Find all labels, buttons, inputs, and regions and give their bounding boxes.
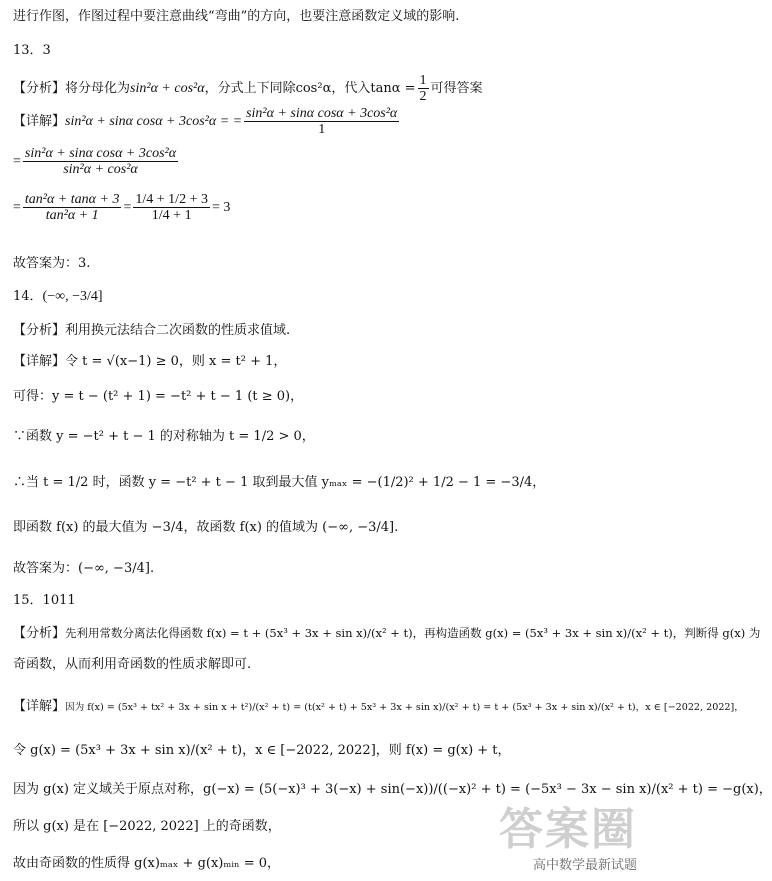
q13-detail-line2: = $\frac{\text{sin²α + sinα cosα + 3cos²α}}{\text{sin²α + cos²α}}$ (13, 146, 177, 177)
fraction-denominator: 1 (318, 122, 326, 137)
line3-fraction (23, 192, 122, 223)
watermark-text: 答案圈 (499, 804, 637, 855)
fraction-denominator: tan²α + 1 (45, 208, 99, 223)
analysis-text-2: ，分式上下同除cos²α，代入tanα = (204, 81, 416, 96)
q14-detail-5: 即函数 f(x) 的最大值为 −3/4，故函数 f(x) 的值域为 (−∞, −3/4]. (13, 520, 399, 535)
q13-answer: 故答案为：3. (13, 256, 91, 271)
intro-text: 进行作图，作图过程中要注意曲线“弯曲”的方向，也要注意函数定义域的影响. (13, 9, 460, 24)
detail-text: 因为 f(x) = (5x³ + tx² + 3x + sin x + t²)/(x² + t) = (t(x² + t) + 5x³ + 3x + sin x)/(x² + t) = t + (5x³ + 3x + sin x)/(x² + t)，x ∈ [−2022, 2022]， (65, 702, 744, 713)
q15-analysis-2: 奇函数，从而利用奇函数的性质求解即可. (13, 657, 252, 672)
detail-tag: 【详解】 (13, 114, 66, 129)
watermark-caption: 高中数学最新试题 (532, 858, 637, 873)
q14-detail-1 (13, 353, 286, 371)
q15-detail-2: 令 g(x) = (5x³ + 3x + sin x)/(x² + t)，x ∈ [−2022, 2022]，则 f(x) = g(x) + t， (13, 743, 511, 758)
q13-detail-line1 (13, 106, 401, 137)
fraction-numerator: 1 (419, 73, 427, 88)
q14-detail-4: ∴当 t = 1/2 时，函数 y = −t² + t − 1 取到最大值 yₘₐₓ = −(1/2)² + 1/2 − 1 = −3/4， (13, 475, 546, 490)
q15-detail-3: 因为 g(x) 定义域关于原点对称，g(−x) = (5(−x)³ + 3(−x) + sin(−x))/((−x)² + t) = (−5x³ − 3x − sin x)/(x² + t) = −g(x)， (13, 782, 772, 797)
detail-tag: 【详解】 (13, 354, 66, 369)
watermark-logo (457, 795, 637, 875)
q15-detail-1 (13, 698, 744, 717)
analysis-text: 将分母化为 (65, 81, 131, 96)
analysis-expr: sin²α + cos²α (130, 81, 205, 96)
q14-analysis (13, 322, 290, 340)
q15-number: 15．1011 (13, 593, 76, 608)
analysis-tag: 【分析】 (13, 626, 66, 641)
result: = 3 (211, 200, 231, 215)
analysis-tag: 【分析】 (13, 81, 66, 96)
q14-detail-2: 可得：y = t − (t² + 1) = −t² + t − 1 (t ≥ 0)， (13, 389, 304, 404)
q15-detail-4: 所以 g(x) 是在 [−2022, 2022] 上的奇函数， (13, 819, 281, 834)
q15-analysis-1 (13, 624, 760, 643)
q13-analysis (13, 73, 483, 104)
fraction-denominator: 2 (419, 89, 427, 104)
line2-fraction (23, 146, 178, 177)
half-fraction (418, 73, 429, 104)
q14-range: (−∞, −3/4] (42, 289, 103, 304)
fraction-numerator: sin²α + sinα cosα + 3cos²α (24, 146, 177, 161)
q13-detail-line3: = $\frac{\text{tan²α + tanα + 3}}{\text{tan²α + 1}}$ = $\frac{1/4 + 1/2 + 3}{1/4 + 1}$ = 3 (13, 192, 231, 223)
q14-answer: 故答案为：(−∞, −3/4]. (13, 561, 155, 576)
lhs-expr: sin²α + sinα cosα + 3cos²α = = (65, 114, 243, 129)
fraction-denominator: 1/4 + 1 (151, 208, 192, 223)
detail-tag: 【详解】 (13, 699, 66, 714)
q14-detail-3: ∵函数 y = −t² + t − 1 的对称轴为 t = 1/2 > 0， (13, 429, 315, 444)
fraction-denominator: sin²α + cos²α (63, 162, 138, 177)
line3-right-fraction (133, 192, 210, 223)
q14-number-line (13, 288, 103, 306)
q13-number: 13．3 (13, 43, 51, 58)
analysis-text: 利用换元法结合二次函数的性质求值域. (65, 323, 291, 338)
analysis-text: 先利用常数分离法化得函数 f(x) = t + (5x³ + 3x + sin x)/(x² + t)，再构造函数 g(x) = (5x³ + 3x + sin x)/(x² + t)，判断得 g(x) 为 (65, 626, 761, 640)
line1-fraction (244, 106, 399, 137)
detail-text: 令 t = √(x−1) ≥ 0，则 x = t² + 1， (65, 354, 287, 369)
analysis-tag: 【分析】 (13, 323, 66, 338)
fraction-numerator: 1/4 + 1/2 + 3 (135, 192, 208, 207)
q15-detail-5: 故由奇函数的性质得 g(x)ₘₐₓ + g(x)ₘᵢₙ = 0， (13, 856, 281, 871)
fraction-numerator: tan²α + tanα + 3 (24, 192, 120, 207)
analysis-text-3: 可得答案 (430, 81, 483, 96)
q14-number: 14． (13, 289, 43, 304)
fraction-numerator: sin²α + sinα cosα + 3cos²α (246, 106, 398, 121)
